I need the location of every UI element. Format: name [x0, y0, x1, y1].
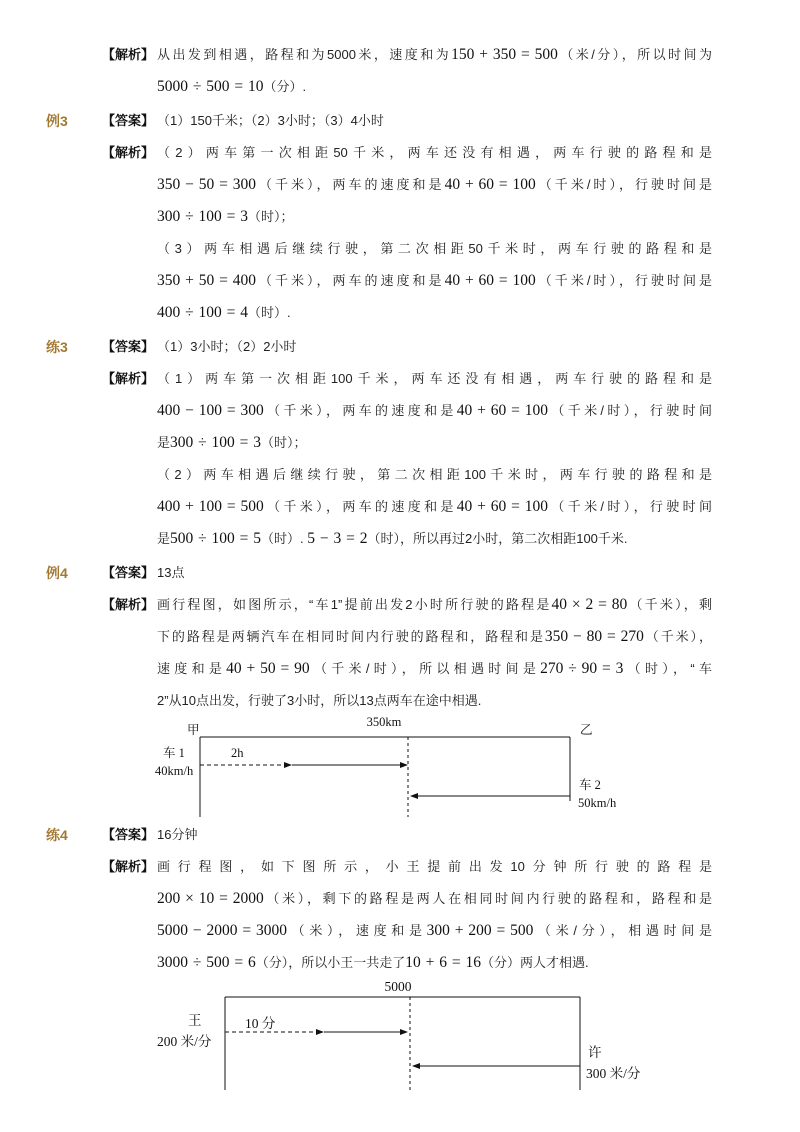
math-expression: 350 + 50 = 400	[157, 272, 256, 289]
problem-label: 练3	[46, 339, 68, 355]
analysis-line	[157, 71, 712, 103]
analysis-text: （千米/时），行驶时间	[548, 499, 712, 514]
analysis-text: （千米/时），行驶时间	[548, 403, 712, 418]
answer-row	[0, 557, 800, 589]
analysis-line	[157, 201, 712, 233]
answer-row	[0, 105, 800, 137]
arrow-right-icon	[284, 762, 292, 768]
arrow-left-icon	[412, 1063, 420, 1069]
route-diagram-walkers-svg	[0, 979, 800, 1094]
analysis-text: （千米），两车的速度和是	[263, 403, 457, 418]
arrow-left-icon	[410, 793, 418, 799]
total-distance-label: 350km	[366, 715, 402, 729]
analysis-text: （米/分），所以时间为	[557, 47, 712, 62]
math-expression: 3000 ÷ 500 = 6	[157, 954, 256, 971]
analysis-block	[0, 851, 800, 979]
analysis-text: （分），所以小王一共走了	[255, 955, 406, 970]
math-expression: 300 + 200 = 500	[426, 922, 534, 939]
arrow-right-icon	[400, 762, 408, 768]
math-expression: 40 × 2 = 80	[551, 596, 628, 613]
math-expression: 5000 − 2000 = 3000	[157, 922, 287, 939]
math-expression: 5 − 3 = 2	[307, 530, 368, 547]
route-diagram-cars	[0, 717, 800, 817]
analysis-line	[157, 589, 712, 621]
answer-text: 16分钟	[157, 827, 198, 842]
walker2-speed-label: 300 米/分	[586, 1066, 641, 1081]
analysis-text: （千米），	[643, 629, 712, 644]
car1-speed-label: 40km/h	[155, 764, 194, 778]
analysis-text: 速度和是	[157, 661, 227, 676]
math-expression: 5000 ÷ 500 = 10	[157, 78, 264, 95]
analysis-text: （分）.	[263, 79, 307, 94]
math-expression: 350 − 50 = 300	[157, 176, 256, 193]
analysis-block-previous	[0, 39, 800, 103]
answer-text: （1）150千米；（2）3小时；（3）4小时	[157, 113, 384, 128]
analysis-line	[157, 883, 712, 915]
answer-row	[0, 819, 800, 851]
math-expression: 40 + 60 = 100	[456, 402, 549, 419]
analysis-text: （时），所以再过2小时，第二次相距100千米.	[367, 531, 628, 546]
car2-speed-label: 50km/h	[578, 796, 617, 810]
analysis-text: （千米/时），所以相遇时间是	[309, 661, 541, 676]
math-expression: 270 ÷ 90 = 3	[540, 660, 624, 677]
answer-tag: 【答案】	[102, 113, 155, 128]
walker1-label: 王	[188, 1013, 202, 1028]
analysis-text: （米），速度和是	[286, 923, 427, 938]
analysis-block	[0, 363, 800, 555]
car2-label: 车 2	[579, 778, 601, 792]
math-expression: 40 + 50 = 90	[226, 660, 310, 677]
math-expression: 10 + 6 = 16	[405, 954, 481, 971]
analysis-text: （千米），两车的速度和是	[255, 273, 445, 288]
analysis-text: （千米/时），行驶时间是	[535, 177, 712, 192]
math-expression: 400 − 100 = 300	[157, 402, 264, 419]
analysis-text: 是	[157, 531, 171, 546]
answer-text: （1）3小时；（2）2小时	[157, 339, 297, 354]
analysis-text: 画行程图，如图所示，“车1”提前出发2小时所行驶的路程是	[157, 597, 552, 612]
analysis-tag: 【解析】	[102, 597, 155, 612]
head-start-label: 2h	[231, 746, 244, 760]
analysis-block	[0, 589, 800, 717]
analysis-line	[157, 427, 712, 459]
analysis-line	[157, 39, 712, 71]
math-expression: 40 + 60 = 100	[456, 498, 549, 515]
analysis-text: （米），剩下的路程是两人在相同时间内行驶的路程和，路程和是	[263, 891, 712, 906]
analysis-line	[157, 265, 712, 297]
arrow-right-icon	[316, 1029, 324, 1035]
math-expression: 350 − 80 = 270	[544, 628, 644, 645]
math-expression: 200 × 10 = 2000	[157, 890, 264, 907]
walker1-speed-label: 200 米/分	[157, 1034, 212, 1049]
analysis-text: （时），“车	[623, 661, 712, 676]
math-expression: 500 ÷ 100 = 5	[170, 530, 262, 547]
analysis-text: 从出发到相遇，路程和为5000米，速度和为	[157, 47, 452, 62]
head-start-label: 10 分	[245, 1016, 276, 1031]
analysis-text: （千米），两车的速度和是	[263, 499, 457, 514]
end-point-label: 乙	[580, 723, 593, 737]
analysis-text: （时）；	[248, 209, 294, 224]
analysis-line	[157, 169, 712, 201]
answer-tag: 【答案】	[102, 827, 155, 842]
analysis-text: （时）；	[261, 435, 307, 450]
analysis-text: （米/分），相遇时间是	[533, 923, 712, 938]
analysis-text: （千米），剩	[627, 597, 712, 612]
analysis-tag: 【解析】	[102, 371, 155, 386]
analysis-block	[0, 137, 800, 329]
analysis-line	[157, 395, 712, 427]
problem-label: 例3	[46, 113, 68, 129]
route-diagram-cars-svg	[0, 717, 800, 817]
math-expression: 40 + 60 = 100	[444, 272, 536, 289]
walker2-label: 许	[588, 1045, 602, 1060]
start-point-label: 甲	[187, 723, 200, 737]
analysis-text: （时）.	[248, 305, 291, 320]
math-expression: 300 ÷ 100 = 3	[170, 434, 262, 451]
problem-label: 练4	[46, 827, 68, 843]
answer-tag: 【答案】	[102, 339, 155, 354]
analysis-line	[157, 915, 712, 947]
analysis-text: 是	[157, 435, 171, 450]
analysis-line	[157, 523, 712, 555]
analysis-tag: 【解析】	[102, 47, 155, 62]
car1-label: 车 1	[163, 746, 185, 760]
analysis-line: 画行程图，如下图所示，小王提前出发10分钟所行驶的路程是	[157, 859, 712, 874]
math-expression: 400 + 100 = 500	[157, 498, 264, 515]
analysis-line	[157, 947, 712, 979]
analysis-line	[157, 621, 712, 653]
math-expression: 150 + 350 = 500	[451, 46, 558, 63]
math-expression: 400 ÷ 100 = 4	[157, 304, 248, 321]
analysis-tag: 【解析】	[102, 145, 155, 160]
total-distance-label: 5000	[384, 979, 412, 994]
analysis-text: （千米/时），行驶时间是	[535, 273, 712, 288]
analysis-text: 下的路程是两辆汽车在相同时间内行驶的路程和，路程和是	[157, 629, 545, 644]
math-expression: 40 + 60 = 100	[444, 176, 536, 193]
analysis-line: 2”从10点出发，行驶了3小时，所以13点两车在途中相遇.	[157, 693, 482, 708]
arrow-right-icon	[400, 1029, 408, 1035]
analysis-line	[157, 491, 712, 523]
answer-text: 13点	[157, 565, 185, 580]
analysis-line: （2）两车相遇后继续行驶，第二次相距100千米时，两车行驶的路程和是	[157, 467, 712, 482]
analysis-line	[157, 653, 712, 685]
analysis-line: （2）两车第一次相距50千米，两车还没有相遇，两车行驶的路程和是	[157, 145, 712, 160]
analysis-tag: 【解析】	[102, 859, 155, 874]
math-expression: 300 ÷ 100 = 3	[157, 208, 248, 225]
analysis-text: （千米），两车的速度和是	[255, 177, 445, 192]
analysis-text: （分）两人才相遇.	[481, 955, 589, 970]
analysis-line	[157, 297, 712, 329]
problem-label: 例4	[46, 565, 68, 581]
analysis-line: （1）两车第一次相距100千米，两车还没有相遇，两车行驶的路程和是	[157, 371, 712, 386]
answer-tag: 【答案】	[102, 565, 155, 580]
analysis-line: （3）两车相遇后继续行驶，第二次相距50千米时，两车行驶的路程和是	[157, 241, 712, 256]
answer-row	[0, 331, 800, 363]
analysis-text: （时）.	[261, 531, 308, 546]
route-diagram-walkers	[0, 979, 800, 1094]
